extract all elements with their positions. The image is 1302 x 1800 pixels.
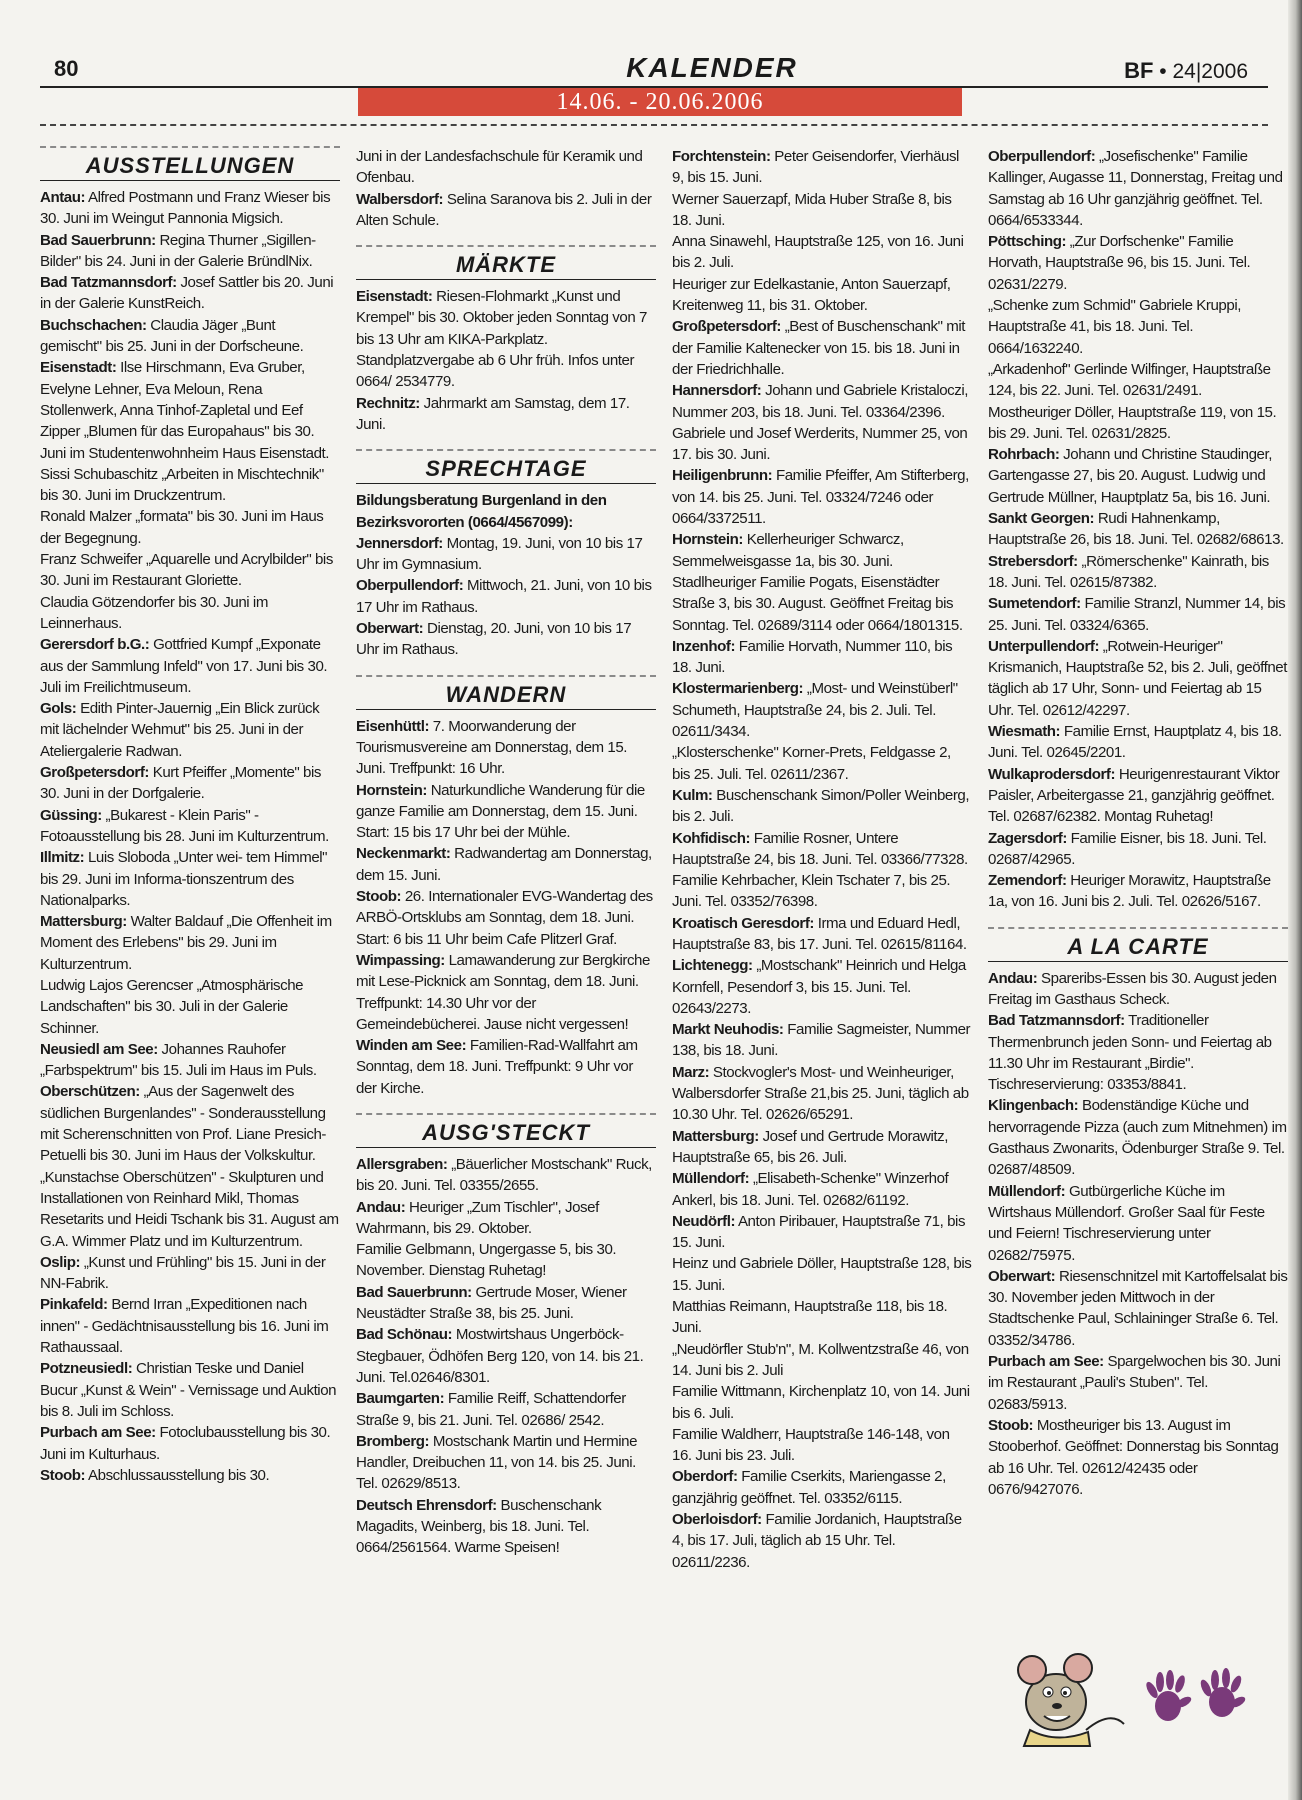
section-heading: AUSSTELLUNGEN bbox=[40, 146, 340, 181]
listing-entry bbox=[672, 1509, 972, 1573]
handprint-icon bbox=[1144, 1668, 1247, 1721]
listing-place: Oberpullendorf: bbox=[988, 148, 1096, 165]
listing-text: Spargelwochen bis 30. Juni im Restaurant „Pauli's Stuben". Tel. 02683/5913. bbox=[988, 1353, 1281, 1413]
listing-text: „Schenke zum Schmid" Gabriele Kruppi, Hauptstraße 41, bis 18. Juni. Tel. 0664/1632240. bbox=[988, 297, 1241, 357]
listing-entry bbox=[988, 828, 1288, 871]
listing-place: Klostermarienberg: bbox=[672, 680, 804, 698]
listing-place: Eisenstadt: bbox=[40, 359, 117, 377]
listing-place: Oslip: bbox=[40, 1253, 81, 1271]
listing-text: Christian Teske und Daniel Bucur „Kunst & Wein" - Vernissage und Auktion bis 8. Juli im Schloss. bbox=[40, 1360, 337, 1420]
listing-entry bbox=[356, 1282, 656, 1325]
listing-text: Familie Horvath, Nummer 110, bis 18. Juni. bbox=[672, 637, 953, 677]
listing-place: Markt Neuhodis: bbox=[672, 1021, 784, 1039]
listing-entry bbox=[356, 618, 656, 661]
listing-text: Abschlussausstellung bis 30. bbox=[85, 1466, 270, 1484]
listing-entry bbox=[40, 634, 340, 698]
listing-entry bbox=[672, 423, 972, 466]
listing-place: Unterpullendorf: bbox=[988, 637, 1100, 655]
listing-entry bbox=[40, 506, 340, 549]
listing-text: Bodenständige Küche und hervorragende Pizza (auch zum Mitnehmen) im Gasthaus Zwonarits, Ödenburger Straße 9. Tel. 02687/48509. bbox=[988, 1097, 1287, 1179]
listing-place: Jennersdorf: bbox=[356, 534, 443, 552]
listing-place: Pöttsching: bbox=[988, 233, 1067, 251]
listing-entry bbox=[40, 1294, 340, 1358]
listing-text: „Most- und Weinstüberl" Schumeth, Hauptstraße 24, bis 2. Juli. Tel. 02611/3434. bbox=[672, 680, 958, 741]
listing-text: Claudia Götzendorfer bis 30. Juni im Leinnerhaus. bbox=[40, 593, 268, 632]
listing-place: Güssing: bbox=[40, 806, 102, 824]
listing-text: Gottfried Kumpf „Exponate aus der Sammlung Infeld" von 17. Juni bis 30. Juli im Freilichtmuseum. bbox=[40, 636, 328, 696]
listing-text: Riesen-Flohmarkt „Kunst und Krempel" bis 30. Oktober jeden Sonntag von 7 bis 13 Uhr am KIKA-Parkplatz. Standplatzvergabe ab 6 Uhr früh. Infos unter 0664/ 2534779. bbox=[356, 288, 647, 391]
listing-entry bbox=[40, 464, 340, 507]
listing-text: „Best of Buschenschank" mit der Familie Kaltenecker von 15. bis 18. Juni in der Friedrichhalle. bbox=[672, 318, 966, 378]
listing-text: „Mostschank" Heinrich und Helga Kornfell, Pesendorf 3, bis 15. Juni. Tel. 02643/2273. bbox=[672, 957, 966, 1017]
listing-entry bbox=[672, 1253, 972, 1296]
listing-entry bbox=[356, 1495, 656, 1559]
listing-text: Familie Waldherr, Hauptstraße 146-148, von 16. Juni bis 23. Juli. bbox=[672, 1425, 950, 1465]
listing-entry bbox=[40, 230, 340, 273]
listing-place: Bad Tatzmannsdorf: bbox=[40, 274, 177, 292]
listing-text: Mostheuriger bis 13. August im Stooberhof. Geöffnet: Donnerstag bis Sonntag ab 16 Uhr. Tel. 02612/42435 oder 0676/9427076. bbox=[988, 1416, 1279, 1498]
listing-entry bbox=[672, 1126, 972, 1169]
listing-place: Baumgarten: bbox=[356, 1390, 445, 1408]
listing-text: Familie Pfeiffer, Am Stifterberg, von 14. bis 25. Juni. Tel. 03324/7246 oder 0664/3372511. bbox=[672, 467, 969, 528]
listing-text: Mittwoch, 21. Juni, von 10 bis 17 Uhr im Rathaus. bbox=[356, 577, 652, 616]
listing-place: Kulm: bbox=[672, 786, 713, 804]
listing-text: Anton Piribauer, Hauptstraße 71, bis 15. Juni. bbox=[672, 1212, 966, 1252]
listing-text: Mostschank Martin und Hermine Handler, Dreibuchen 11, von 14. bis 25. Juni. Tel. 02629/8513. bbox=[356, 1432, 638, 1493]
listing-place: Bad Sauerbrunn: bbox=[40, 231, 156, 249]
listing-place: Oberpullendorf: bbox=[356, 577, 464, 595]
listing-entry bbox=[356, 286, 656, 392]
listing-entry bbox=[40, 911, 340, 975]
listing-text: Sissi Schubaschitz „Arbeiten in Mischtechnik" bis 30. Juni im Druckzentrum. bbox=[40, 465, 324, 505]
section-gap bbox=[356, 231, 656, 245]
listing-place: Müllendorf: bbox=[672, 1170, 750, 1188]
listing-text: Josef und Gertrude Morawitz, Hauptstraße 65, bis 26. Juli. bbox=[672, 1127, 948, 1166]
listing-entry bbox=[356, 1197, 656, 1240]
listing-text: Ronald Malzer „formata" bis 30. Juni im Haus der Begegnung. bbox=[40, 508, 324, 547]
publication-name: BF bbox=[1124, 58, 1154, 83]
listing-text: Anna Sinawehl, Hauptstraße 125, von 16. Juni bis 2. Juli. bbox=[672, 233, 964, 272]
listing-text: „Elisabeth-Schenke" Winzerhof Ankerl, bis 18. Juni. Tel. 02682/61192. bbox=[672, 1170, 949, 1209]
section-heading: MÄRKTE bbox=[356, 245, 656, 280]
page-number: 80 bbox=[54, 56, 79, 81]
listing-place: Hornstein: bbox=[672, 531, 743, 549]
listing-entry bbox=[672, 1339, 972, 1382]
listing-entry bbox=[988, 1351, 1288, 1415]
listing-place: Bad Schönau: bbox=[356, 1326, 453, 1344]
listing-entry bbox=[988, 295, 1288, 359]
listing-entry bbox=[40, 1465, 340, 1486]
listing-entry bbox=[672, 785, 972, 828]
listing-text: Mostwirtshaus Ungerböck-Stegbauer, Ödhöfen Berg 120, von 14. bis 21. Juni. Tel.02646/8301. bbox=[356, 1326, 644, 1386]
listing-entry bbox=[356, 1035, 656, 1099]
listing-text: Alfred Postmann und Franz Wieser bis 30. Juni im Weingut Pannonia Migsich. bbox=[40, 189, 331, 228]
listing-entry bbox=[988, 1095, 1288, 1180]
listing-place: Bad Tatzmannsdorf: bbox=[988, 1012, 1125, 1030]
listing-text: Josef Sattler bis 20. Juni in der Galerie KunstReich. bbox=[40, 274, 334, 313]
listing-entry bbox=[988, 593, 1288, 636]
listing-place: Forchtenstein: bbox=[672, 148, 771, 165]
listing-text: „Aus der Sagenwelt des südlichen Burgenlandes" - Sonderausstellung mit Scherenschnitten von Prof. Liane Presich-Petuelli bis 30. Juni im Haus der Volkskultur. bbox=[40, 1083, 326, 1165]
listing-text: „Bukarest - Klein Paris" - Fotoausstellung bis 28. Juni im Kulturzentrum. bbox=[40, 806, 329, 845]
listing-text: Familie Eisner, bis 18. Juni. Tel. 02687/42965. bbox=[988, 829, 1267, 868]
listing-place: Oberwart: bbox=[988, 1267, 1056, 1285]
listing-entry bbox=[356, 575, 656, 618]
listing-entry bbox=[672, 1424, 972, 1467]
section-heading: SPRECHTAGE bbox=[356, 449, 656, 484]
section-gap bbox=[988, 913, 1288, 927]
listing-place: Stoob: bbox=[356, 888, 402, 906]
listing-entry bbox=[672, 231, 972, 274]
listing-place: Andau: bbox=[356, 1198, 406, 1216]
listing-entry bbox=[988, 764, 1288, 828]
listing-place: Winden am See: bbox=[356, 1037, 467, 1055]
listing-entry bbox=[40, 357, 340, 463]
listing-place: Allersgraben: bbox=[356, 1155, 448, 1173]
column-2 bbox=[356, 146, 656, 1559]
listing-text: Fotoclubausstellung bis 30. Juni im Kulturhaus. bbox=[40, 1424, 331, 1463]
listing-text: Jahrmarkt am Samstag, dem 17. Juni. bbox=[356, 394, 630, 433]
listing-text: Johann und Gabriele Kristaloczi, Nummer 203, bis 18. Juni. Tel. 03364/2396. bbox=[672, 382, 969, 421]
date-range-banner: 14.06. - 20.06.2006 bbox=[358, 88, 962, 116]
listing-entry bbox=[672, 1062, 972, 1126]
listing-place: Oberwart: bbox=[356, 620, 424, 638]
listing-place: Hornstein: bbox=[356, 781, 427, 799]
section-heading: AUSG'STECKT bbox=[356, 1113, 656, 1148]
listing-entry bbox=[40, 1358, 340, 1422]
listing-entry bbox=[988, 402, 1288, 445]
listing-text: Familie Rosner, Untere Hauptstraße 24, bis 18. Juni. Tel. 03366/77328. bbox=[672, 829, 968, 868]
mascot-illustration bbox=[1000, 1640, 1260, 1750]
listing-place: Zagersdorf: bbox=[988, 829, 1067, 847]
listing-place: Andau: bbox=[988, 969, 1038, 987]
listing-text: Familien-Rad-Wallfahrt am Sonntag, dem 18. Juni. Treffpunkt: 9 Uhr vor der Kirche. bbox=[356, 1037, 638, 1097]
listing-place: Illmitz: bbox=[40, 849, 85, 867]
listing-entry bbox=[40, 847, 340, 911]
listing-text: Naturkundliche Wanderung für die ganze Familie am Donnerstag, dem 15. Juni. Start: 15 bis 17 Uhr bei der Mühle. bbox=[356, 781, 645, 842]
listing-place: Stoob: bbox=[40, 1466, 86, 1484]
listing-entry bbox=[672, 189, 972, 232]
listing-entry bbox=[672, 146, 972, 189]
listing-text: Kellerheuriger Schwarcz, Semmelweisgasse 1a, bis 30. Juni. bbox=[672, 531, 904, 570]
listing-place: Mattersburg: bbox=[672, 1127, 759, 1145]
listing-text: Radwandertag am Donnerstag, dem 15. Juni. bbox=[356, 845, 652, 884]
listing-text: Familie Reiff, Schattendorfer Straße 9, bis 21. Juni. Tel. 02686/ 2542. bbox=[356, 1390, 626, 1429]
listing-entry bbox=[356, 716, 656, 780]
listing-entry bbox=[988, 444, 1288, 508]
listing-entry bbox=[672, 636, 972, 679]
page-edge bbox=[1288, 0, 1302, 1800]
listing-entry bbox=[40, 805, 340, 848]
header-dashed-divider bbox=[40, 124, 1268, 126]
listing-text: Familie Wittmann, Kirchenplatz 10, von 14. Juni bis 6. Juli. bbox=[672, 1383, 970, 1422]
listing-entry bbox=[40, 1252, 340, 1295]
listing-place: Eisenhüttl: bbox=[356, 717, 430, 735]
listing-text: Gertrude Moser, Wiener Neustädter Straße 38, bis 25. Juni. bbox=[356, 1283, 627, 1323]
listing-text: Kurt Pfeiffer „Momente" bis 30. Juni in der Dorfgalerie. bbox=[40, 764, 321, 803]
listing-text: Stockvogler's Most- und Weinheuriger, Walbersdorfer Straße 21,bis 25. Juni, täglich ab 10.30 Uhr. Tel. 02626/65291. bbox=[672, 1063, 969, 1124]
listing-text: Heuriger Morawitz, Hauptstraße 1a, von 16. Juni bis 2. Juli. Tel. 02626/5167. bbox=[988, 872, 1271, 911]
listing-text: Familie Cserkits, Mariengasse 2, ganzjährig geöffnet. Tel. 03352/6115. bbox=[672, 1468, 946, 1507]
listing-text: Heurigenrestaurant Viktor Paisler, Arbeitergasse 21, ganzjährig geöffnet. Tel. 02687/62382. Montag Ruhetag! bbox=[988, 765, 1280, 826]
listing-entry bbox=[672, 678, 972, 742]
listing-entry bbox=[40, 698, 340, 762]
listing-entry bbox=[356, 780, 656, 844]
listing-entry bbox=[40, 762, 340, 805]
listing-text: Werner Sauerzapf, Mida Huber Straße 8, bis 18. Juni. bbox=[672, 190, 952, 229]
listing-place: Heiligenbrunn: bbox=[672, 467, 773, 485]
listing-place: Bromberg: bbox=[356, 1432, 430, 1450]
listing-text: Walter Baldauf „Die Offenheit im Moment des Erlebens" bis 29. Juni im Kulturzentrum. bbox=[40, 913, 332, 973]
listing-text: Juni in der Landesfachschule für Keramik und Ofenbau. bbox=[356, 148, 643, 187]
listing-place: Wimpassing: bbox=[356, 951, 445, 969]
section-intro: Bildungsberatung Burgenland in den Bezirksvororten (0664/4567099): bbox=[356, 492, 607, 531]
listing-entry bbox=[356, 393, 656, 436]
listing-entry bbox=[40, 1081, 340, 1166]
listing-place: Neudörfl: bbox=[672, 1212, 736, 1230]
listing-place: Wiesmath: bbox=[988, 723, 1061, 741]
listing-entry bbox=[988, 359, 1288, 402]
listing-place: Eisenstadt: bbox=[356, 288, 433, 306]
listing-place: Potzneusiedl: bbox=[40, 1360, 133, 1378]
listing-entry bbox=[40, 592, 340, 635]
listing-place: Gerersdorf b.G.: bbox=[40, 636, 150, 654]
listing-place: Wulkaprodersdorf: bbox=[988, 765, 1116, 783]
listing-entry bbox=[40, 1039, 340, 1082]
listing-place: Sankt Georgen: bbox=[988, 510, 1095, 528]
listing-entry bbox=[356, 1388, 656, 1431]
listing-entry bbox=[672, 572, 972, 636]
section-gap bbox=[356, 661, 656, 675]
listing-text: Familie Jordanich, Hauptstraße 4, bis 17. Juli, täglich ab 15 Uhr. Tel. 02611/2236. bbox=[672, 1511, 962, 1571]
listing-place: Gols: bbox=[40, 700, 77, 718]
listing-text: Irma und Eduard Hedl, Hauptstraße 83, bis 17. Juni. Tel. 02615/81164. bbox=[672, 914, 967, 953]
listing-text: Familie Gelbmann, Ungergasse 5, bis 30. November. Dienstag Ruhetag! bbox=[356, 1241, 617, 1280]
listing-text: „Kunst und Frühling" bis 15. Juni in der NN-Fabrik. bbox=[40, 1253, 326, 1293]
listing-text: Regina Thurner „Sigillen-Bilder" bis 24. Juni in der Galerie BründlNix. bbox=[40, 231, 316, 270]
listing-text: Spareribs-Essen bis 30. August jeden Freitag im Gasthaus Scheck. bbox=[988, 969, 1277, 1008]
listing-text: Matthias Reimann, Hauptstraße 118, bis 18. Juni. bbox=[672, 1298, 948, 1337]
section-gap bbox=[356, 1099, 656, 1113]
column-1 bbox=[40, 146, 340, 1486]
listing-place: Purbach am See: bbox=[40, 1424, 156, 1442]
listing-place: Hannersdorf: bbox=[672, 382, 762, 400]
listing-text: Traditioneller Thermenbrunch jeden Sonn- und Feiertag ab 11.30 Uhr im Restaurant „Birdie". Tischreservierung: 03353/8841. bbox=[988, 1012, 1272, 1094]
listing-place: Großpetersdorf: bbox=[40, 764, 149, 782]
listing-text: Mostheuriger Döller, Hauptstraße 119, von 15. bis 29. Juni. Tel. 02631/2825. bbox=[988, 403, 1277, 442]
listing-entry bbox=[672, 913, 972, 956]
listing-text: Dienstag, 20. Juni, von 10 bis 17 Uhr im Rathaus. bbox=[356, 620, 632, 659]
listing-entry bbox=[672, 1211, 972, 1254]
listing-entry bbox=[988, 231, 1288, 295]
listing-place: Oberloisdorf: bbox=[672, 1511, 762, 1528]
listing-place: Strebersdorf: bbox=[988, 552, 1078, 570]
listing-entry bbox=[988, 1181, 1288, 1266]
listing-text: „Rotwein-Heuriger" Krismanich, Hauptstraße 52, bis 2. Juli, geöffnet täglich ab 17 Uhr, Sonn- und Feiertag ab 15 Uhr. Tel. 02612/42297. bbox=[988, 637, 1287, 719]
listing-text: Claudia Jäger „Bunt gemischt" bis 25. Juni in der Dorfscheune. bbox=[40, 316, 304, 356]
listing-place: Oberdorf: bbox=[672, 1468, 738, 1486]
listing-place: Kroatisch Geresdorf: bbox=[672, 914, 814, 932]
listing-text: Gabriele und Josef Werderits, Nummer 25, von 17. bis 30. Juni. bbox=[672, 424, 968, 464]
listing-entry bbox=[672, 1381, 972, 1424]
listing-place: Marz: bbox=[672, 1063, 710, 1081]
listing-text: Heinz und Gabriele Döller, Hauptstraße 128, bis 15. Juni. bbox=[672, 1255, 972, 1294]
listing-entry bbox=[356, 950, 656, 1035]
listing-entry bbox=[356, 533, 656, 576]
listing-entry bbox=[672, 828, 972, 871]
column-4 bbox=[988, 146, 1288, 1500]
listing-text: „Neudörfler Stub'n", M. Kollwentzstraße 46, von 14. Juni bis 2. Juli bbox=[672, 1340, 969, 1379]
section-gap bbox=[356, 435, 656, 449]
listing-text: Lamawanderung zur Bergkirche mit Lese-Picknick am Sonntag, dem 18. Juni. Treffpunkt: 14.30 Uhr vor der Gemeindebücherei. Jause nicht vergessen! bbox=[356, 951, 650, 1033]
listing-entry bbox=[40, 1422, 340, 1465]
section-heading: WANDERN bbox=[356, 675, 656, 710]
listing-entry bbox=[40, 549, 340, 592]
listing-entry bbox=[988, 1266, 1288, 1351]
listing-text: Gutbürgerliche Küche im Wirtshaus Müllendorf. Großer Saal für Feste und Feiern! Tischreservierung unter 02682/75975. bbox=[988, 1182, 1265, 1264]
listing-place: Mattersburg: bbox=[40, 913, 127, 931]
listing-entry bbox=[40, 187, 340, 230]
listing-entry bbox=[988, 1010, 1288, 1095]
listing-entry bbox=[40, 1167, 340, 1252]
listing-place: Stoob: bbox=[988, 1416, 1034, 1434]
listing-entry bbox=[988, 551, 1288, 594]
listing-place: Oberschützen: bbox=[40, 1083, 140, 1101]
listing-entry bbox=[40, 975, 340, 1039]
listing-place: Sumetendorf: bbox=[988, 595, 1081, 613]
listing-place: Neckenmarkt: bbox=[356, 845, 451, 863]
listing-text: „Arkadenhof" Gerlinde Wilfinger, Hauptstraße 124, bis 22. Juni. Tel. 02631/2491. bbox=[988, 360, 1271, 400]
listing-place: Inzenhof: bbox=[672, 637, 736, 655]
listing-text: Buschenschank Simon/Poller Weinberg, bis 2. Juli. bbox=[672, 786, 970, 826]
listing-entry bbox=[356, 1324, 656, 1388]
listing-text: Stadlheuriger Familie Pogats, Eisenstädter Straße 3, bis 30. August. Geöffnet Freitag bis Sonntag. Tel. 02689/3114 oder 0664/1801315. bbox=[672, 573, 963, 634]
listing-text: Peter Geisendorfer, Vierhäusl 9, bis 15. Juni. bbox=[672, 148, 959, 187]
listing-entry bbox=[988, 508, 1288, 551]
listing-text: Ludwig Lajos Gerencser „Atmosphärische Landschaften" bis 30. Juli in der Galerie Schinner. bbox=[40, 976, 304, 1037]
listing-entry bbox=[672, 274, 972, 317]
listing-entry bbox=[988, 870, 1288, 913]
listing-entry bbox=[356, 189, 656, 232]
listing-entry bbox=[672, 955, 972, 1019]
listing-text: Familie Ernst, Hauptplatz 4, bis 18. Juni. Tel. 02645/2201. bbox=[988, 723, 1282, 762]
listing-entry bbox=[356, 1431, 656, 1495]
mouse-mascot-icon bbox=[1018, 1654, 1124, 1746]
listing-entry bbox=[988, 636, 1288, 721]
listing-text: Rudi Hahnenkamp, Hauptstraße 26, bis 18. Juni. Tel. 02682/68613. bbox=[988, 510, 1284, 549]
listing-place: Antau: bbox=[40, 189, 86, 206]
issue-number: • 24|2006 bbox=[1159, 60, 1248, 83]
listing-place: Bad Sauerbrunn: bbox=[356, 1283, 472, 1301]
listing-entry bbox=[672, 465, 972, 529]
listing-text: „Bäuerlicher Mostschank" Ruck, bis 20. Juni. Tel. 03355/2655. bbox=[356, 1155, 652, 1195]
listing-text: Franz Schweifer „Aquarelle und Acrylbilder" bis 30. Juni im Restaurant Gloriette. bbox=[40, 551, 333, 590]
listing-place: Müllendorf: bbox=[988, 1182, 1066, 1200]
listing-place: Rohrbach: bbox=[988, 446, 1060, 464]
listing-text: 7. Moorwanderung der Tourismusvereine am Donnerstag, dem 15. Juni. Treffpunkt: 16 Uhr. bbox=[356, 717, 628, 778]
listing-place: Deutsch Ehrensdorf: bbox=[356, 1496, 497, 1514]
listing-entry bbox=[672, 316, 972, 380]
listing-entry bbox=[356, 146, 656, 189]
listing-place: Purbach am See: bbox=[988, 1353, 1104, 1371]
listing-entry bbox=[988, 146, 1288, 231]
section-heading: A LA CARTE bbox=[988, 927, 1288, 962]
listing-place: Pinkafeld: bbox=[40, 1296, 108, 1314]
listing-entry bbox=[672, 1296, 972, 1339]
listing-place: Großpetersdorf: bbox=[672, 318, 781, 336]
listing-text: Heuriger „Zum Tischler", Josef Wahrmann, bis 29. Oktober. bbox=[356, 1198, 599, 1237]
listing-text: Johannes Rauhofer „Farbspektrum" bis 15. Juli im Haus im Puls. bbox=[40, 1040, 317, 1080]
listing-entry bbox=[672, 870, 972, 913]
listing-entry bbox=[672, 1019, 972, 1062]
listing-entry bbox=[356, 1239, 656, 1282]
listing-text: Buschenschank Magadits, Weinberg, bis 18. Juni. Tel. 0664/2561564. Warme Speisen! bbox=[356, 1496, 602, 1557]
column-3 bbox=[672, 146, 972, 1573]
listing-text: 26. Internationaler EVG-Wandertag des ARBÖ-Ortsklubs am Sonntag, dem 18. Juni. Start: 6 bis 11 Uhr beim Cafe Plitzerl Graf. bbox=[356, 888, 653, 948]
listing-entry bbox=[672, 1466, 972, 1509]
listing-text: Riesenschnitzel mit Kartoffelsalat bis 30. November jeden Mittwoch in der Stadtschenke Paul, Schlaininger Straße 6. Tel. 03352/34786. bbox=[988, 1267, 1288, 1349]
listing-text: „Zur Dorfschenke" Familie Horvath, Hauptstraße 96, bis 15. Juni. Tel. 02631/2279. bbox=[988, 233, 1251, 293]
listing-entry bbox=[672, 1168, 972, 1211]
listing-entry bbox=[672, 380, 972, 423]
listing-place: Lichtenegg: bbox=[672, 957, 753, 975]
listing-place: Zemendorf: bbox=[988, 872, 1067, 890]
listing-text: Familie Kehrbacher, Klein Tschater 7, bis 25. Juni. Tel. 03352/76398. bbox=[672, 872, 951, 911]
listing-place: Walbersdorf: bbox=[356, 190, 444, 208]
listing-text: „Josefischenke" Familie Kallinger, Augasse 11, Donnerstag, Freitag und Samstag ab 16 Uhr ganzjährig geöffnet. Tel. 0664/6533344. bbox=[988, 148, 1283, 229]
listing-text: „Römerschenke" Kainrath, bis 18. Juni. Tel. 02615/87382. bbox=[988, 552, 1269, 591]
listing-text: „Kunstachse Oberschützen" - Skulpturen und Installationen von Reinhard Mikl, Thomas Resetarits und Heidi Tschank bis 31. August am G.A. Wimmer Platz und im Kulturzentrum. bbox=[40, 1168, 339, 1250]
listing-text: Edith Pinter-Jauernig „Ein Blick zurück mit lächelnder Wehmut" bis 25. Juni in der Ateliergalerie Radwan. bbox=[40, 700, 320, 760]
listing-place: Neusiedl am See: bbox=[40, 1040, 158, 1058]
listing-text: Bernd Irran „Expeditionen nach innen" - Gedächtnisausstellung bis 16. Juni im Rathaussaal. bbox=[40, 1296, 329, 1357]
listing-entry bbox=[672, 529, 972, 572]
listing-place: Rechnitz: bbox=[356, 394, 420, 412]
section-title: KALENDER bbox=[626, 52, 798, 83]
listing-text: Heuriger zur Edelkastanie, Anton Sauerzapf, Kreitenweg 11, bis 31. Oktober. bbox=[672, 275, 951, 315]
listing-entry bbox=[988, 968, 1288, 1011]
listing-entry bbox=[988, 1415, 1288, 1500]
listing-entry bbox=[988, 721, 1288, 764]
page-header bbox=[40, 54, 1268, 118]
listing-place: Klingenbach: bbox=[988, 1097, 1079, 1115]
listing-text: Familie Sagmeister, Nummer 138, bis 18. Juni. bbox=[672, 1021, 971, 1060]
listing-text: Montag, 19. Juni, von 10 bis 17 Uhr im Gymnasium. bbox=[356, 534, 643, 574]
listing-text: „Klosterschenke" Korner-Prets, Feldgasse 2, bis 25. Juli. Tel. 02611/2367. bbox=[672, 744, 951, 783]
listing-place: Buchschachen: bbox=[40, 316, 147, 334]
listing-entry bbox=[356, 843, 656, 886]
listing-text: Luis Sloboda „Unter wei- tem Himmel" bis 29. Juni im Informa-tionszentrum des Nationalparks. bbox=[40, 849, 328, 909]
listing-entry bbox=[356, 1154, 656, 1197]
listing-text: Selina Saranova bis 2. Juli in der Alten Schule. bbox=[356, 190, 652, 229]
listing-entry bbox=[40, 315, 340, 358]
listing-entry bbox=[40, 272, 340, 315]
listing-text: Familie Stranzl, Nummer 14, bis 25. Juni. Tel. 03324/6365. bbox=[988, 595, 1286, 634]
listing-text: Johann und Christine Staudinger, Gartengasse 27, bis 20. August. Ludwig und Gertrude Müllner, Hauptplatz 5a, bis 16. Juni. bbox=[988, 446, 1272, 506]
listing-entry bbox=[672, 742, 972, 785]
publication-issue bbox=[1124, 58, 1248, 84]
listing-text: Ilse Hirschmann, Eva Gruber, Evelyne Lehner, Eva Meloun, Rena Stollenwerk, Anna Tinhof-Zapletal und Eef Zipper „Blumen für das Europahaus" bis 30. Juni im Studentenwohnheim Haus Eisenstadt. bbox=[40, 359, 330, 462]
listing-place: Kohfidisch: bbox=[672, 829, 751, 847]
listing-entry bbox=[356, 886, 656, 950]
